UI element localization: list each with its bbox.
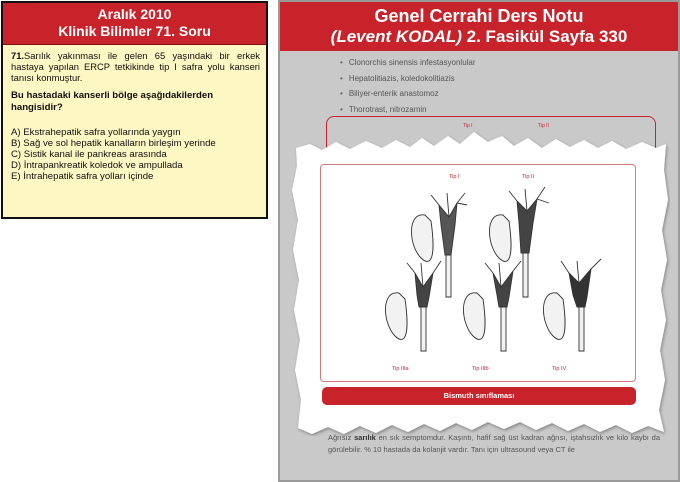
background-tip-label: Tip I xyxy=(463,123,473,129)
tip-1-label: Tip I xyxy=(449,174,460,180)
question-header xyxy=(3,3,266,45)
lecture-note-panel xyxy=(278,0,680,482)
biliary-drawing-tip-4 xyxy=(544,259,602,351)
question-source: Klinik Bilimler 71. Soru xyxy=(58,23,211,39)
note-title: Genel Cerrahi Ders Notu xyxy=(374,6,584,26)
paragraph-keyword: sarılık xyxy=(354,433,376,442)
background-tip-label: Tip II xyxy=(538,123,549,129)
note-author: (Levent KODAL) xyxy=(330,27,462,46)
note-page-ref: 2. Fasikül Sayfa 330 xyxy=(461,27,628,46)
question-body xyxy=(3,45,266,182)
biliary-tree-illustrations xyxy=(321,165,637,383)
figure-caption-bar: Bismuth sınıflaması xyxy=(322,387,636,405)
tip-3a-label: Tip IIIa xyxy=(392,366,409,372)
option-b[interactable]: B) Sağ ve sol hepatik kanalların birleşim yerinde xyxy=(11,138,216,149)
option-e[interactable]: E) İntrahepatik safra yolları içinde xyxy=(11,171,154,182)
option-a[interactable]: A) Ekstrahepatik safra yollarında yaygın xyxy=(11,127,181,138)
biliary-drawing-tip-3b xyxy=(464,261,522,351)
biliary-drawing-tip-3a xyxy=(386,261,442,351)
answer-options xyxy=(11,127,260,182)
note-header xyxy=(280,2,678,51)
bismuth-diagram xyxy=(320,164,636,382)
question-prompt: Bu hastadaki kanserli bölge aşağıdakilerden hangisidir? xyxy=(11,90,214,113)
note-subtitle xyxy=(280,27,678,47)
list-item: • Biliyer-enterik anastomoz xyxy=(340,86,476,102)
torn-paper-sheet xyxy=(292,130,670,436)
list-item: • Clonorchis sinensis infestasyonlular xyxy=(340,55,476,71)
option-c[interactable]: C) Sistik kanal ile pankreas arasında xyxy=(11,149,167,160)
tip-2-label: Tip II xyxy=(522,174,535,180)
list-item: • Hepatolitiazis, koledokolitiazis xyxy=(340,71,476,87)
question-stem xyxy=(11,50,260,83)
paragraph-body: en sık semptomdur. Kaşıntı, hafif sağ üst kadran ağrısı, iştahsızlık ve kilo kaybı da görülebilir. % 10 hastada da kolanjit vardır. Tanı için ultrasound veya CT ile xyxy=(328,433,660,454)
paragraph-lead: Ağrısız xyxy=(328,433,355,442)
tip-4-label: Tip IV xyxy=(552,366,567,372)
tip-3b-label: Tip IIIb xyxy=(472,366,489,372)
question-number: 71. xyxy=(11,50,25,61)
risk-factor-list xyxy=(340,55,476,117)
question-card xyxy=(1,1,268,219)
question-stem-text: Sarılık yakınması ile gelen 65 yaşındaki bir erkek hastaya yapılan ERCP tetkikinde tip I safra yolu kanseri tanısı konmuştur. xyxy=(11,50,260,83)
exam-date: Aralık 2010 xyxy=(97,6,172,22)
list-item: • Thorotrast, nitrozamin xyxy=(340,102,476,118)
biliary-drawing-tip-2 xyxy=(490,187,550,297)
note-paragraph xyxy=(310,432,660,456)
option-d[interactable]: D) İntrapankreatik koledok ve ampullada xyxy=(11,160,183,171)
